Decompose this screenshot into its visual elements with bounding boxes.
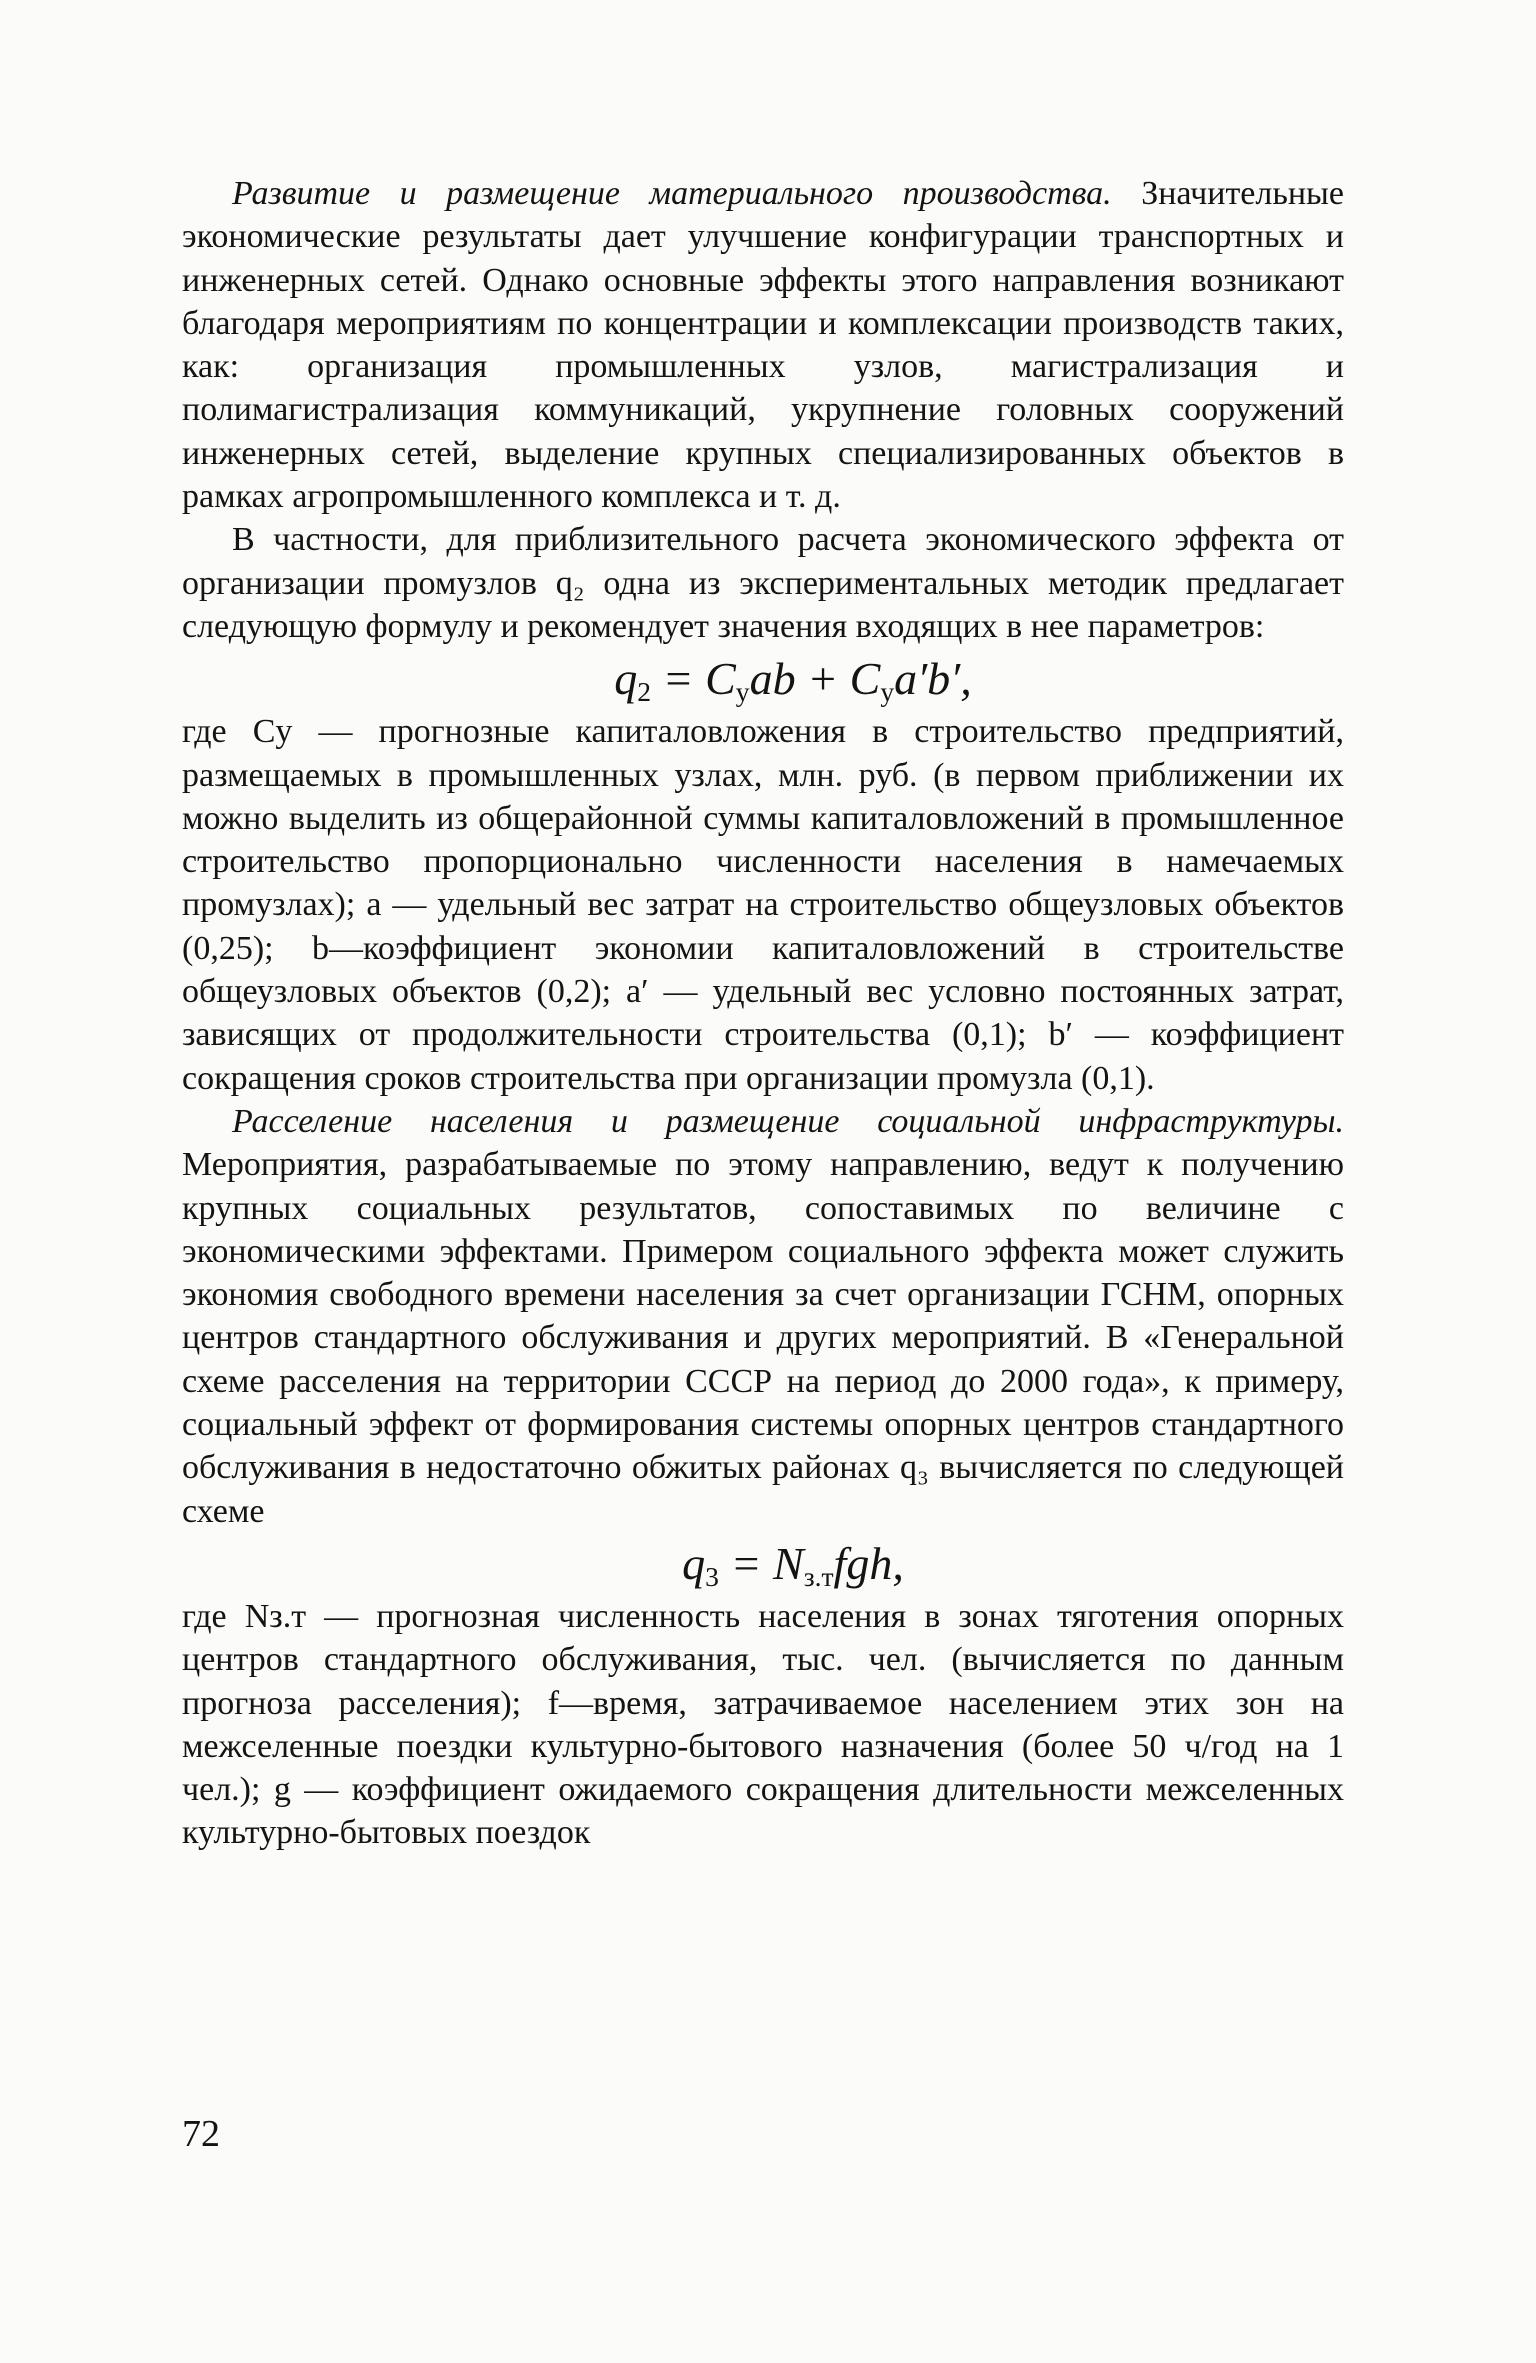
paragraph-formula-q3-legend: где Nз.т — прогнозная численность населения в зонах тяготения опорных центров стандартного обслуживания, тыс. чел. (вычисляется по данным прогноза расселения); f—время, затрачиваемое населением этих зон на межселенные поездки культурно-бытового назначения (более 50 ч/год на 1 чел.); g — коэффициент ожидаемого сокращения длительности межселенных культурно-бытовых поездок	[182, 1597, 1344, 1852]
section-heading-settlement: Расселение населения и размещение социальной инфраструктуры.	[232, 1102, 1344, 1140]
page-text	[182, 172, 1344, 1855]
paragraph-settlement	[182, 1100, 1344, 1533]
section-heading-production: Развитие и размещение материального производства.	[232, 175, 1112, 212]
paragraph-production	[182, 172, 1344, 518]
paragraph-production-body: Значительные экономические результаты дает улучшение конфигурации транспортных и инженерных сетей. Однако основные эффекты этого направления возникают благодаря мероприятиям по концентрации и комплексации производств таких, как: организация промышленных узлов, магистрализация и полимагистрализация коммуникаций, укрупнение головных сооружений инженерных сетей, выделение крупных специализированных объектов в рамках агропромышленного комплекса и т. д.	[182, 175, 1344, 516]
paragraph-formula-intro: В частности, для приблизительного расчета экономического эффекта от организации промузлов q₂ одна из экспериментальных методик предлагает следующую формулу и рекомендует значения входящих в нее параметров:	[182, 521, 1344, 645]
formula-q2: $q_2 = C_yab + C_ya'b'$,	[614, 653, 972, 708]
page-number: 72	[182, 2113, 220, 2155]
formula-q3: $q_3 = N_{з.т}fgh$,	[682, 1537, 904, 1592]
paragraph-settlement-body: Мероприятия, разрабатываемые по этому направлению, ведут к получению крупных социальных результатов, сопоставимых по величине с экономическими эффектами. Примером социального эффекта может служить экономия свободного времени населения за счет организации ГСНМ, опорных центров стандартного обслуживания и других мероприятий. В «Генеральной схеме расселения на территории СССР на период до 2000 года», к примеру, социальный эффект от формирования системы опорных центров стандартного обслуживания в недостаточно обжитых районах q₃ вычисляется по следующей схеме	[182, 1146, 1344, 1530]
paragraph-formula-q2-legend: где Cу — прогнозные капиталовложения в строительство предприятий, размещаемых в промышленных узлах, млн. руб. (в первом приближении их можно выделить из общерайонной суммы капиталовложений в промышленное строительство пропорционально численности населения в намечаемых промузлах); a — удельный вес затрат на строительство общеузловых объектов (0,25); b—коэффициент экономии капиталовложений в строительстве общеузловых объектов (0,2); a′ — удельный вес условно постоянных затрат, зависящих от продолжительности строительства (0,1); b′ — коэффициент сокращения сроков строительства при организации промузла (0,1).	[182, 713, 1344, 1097]
